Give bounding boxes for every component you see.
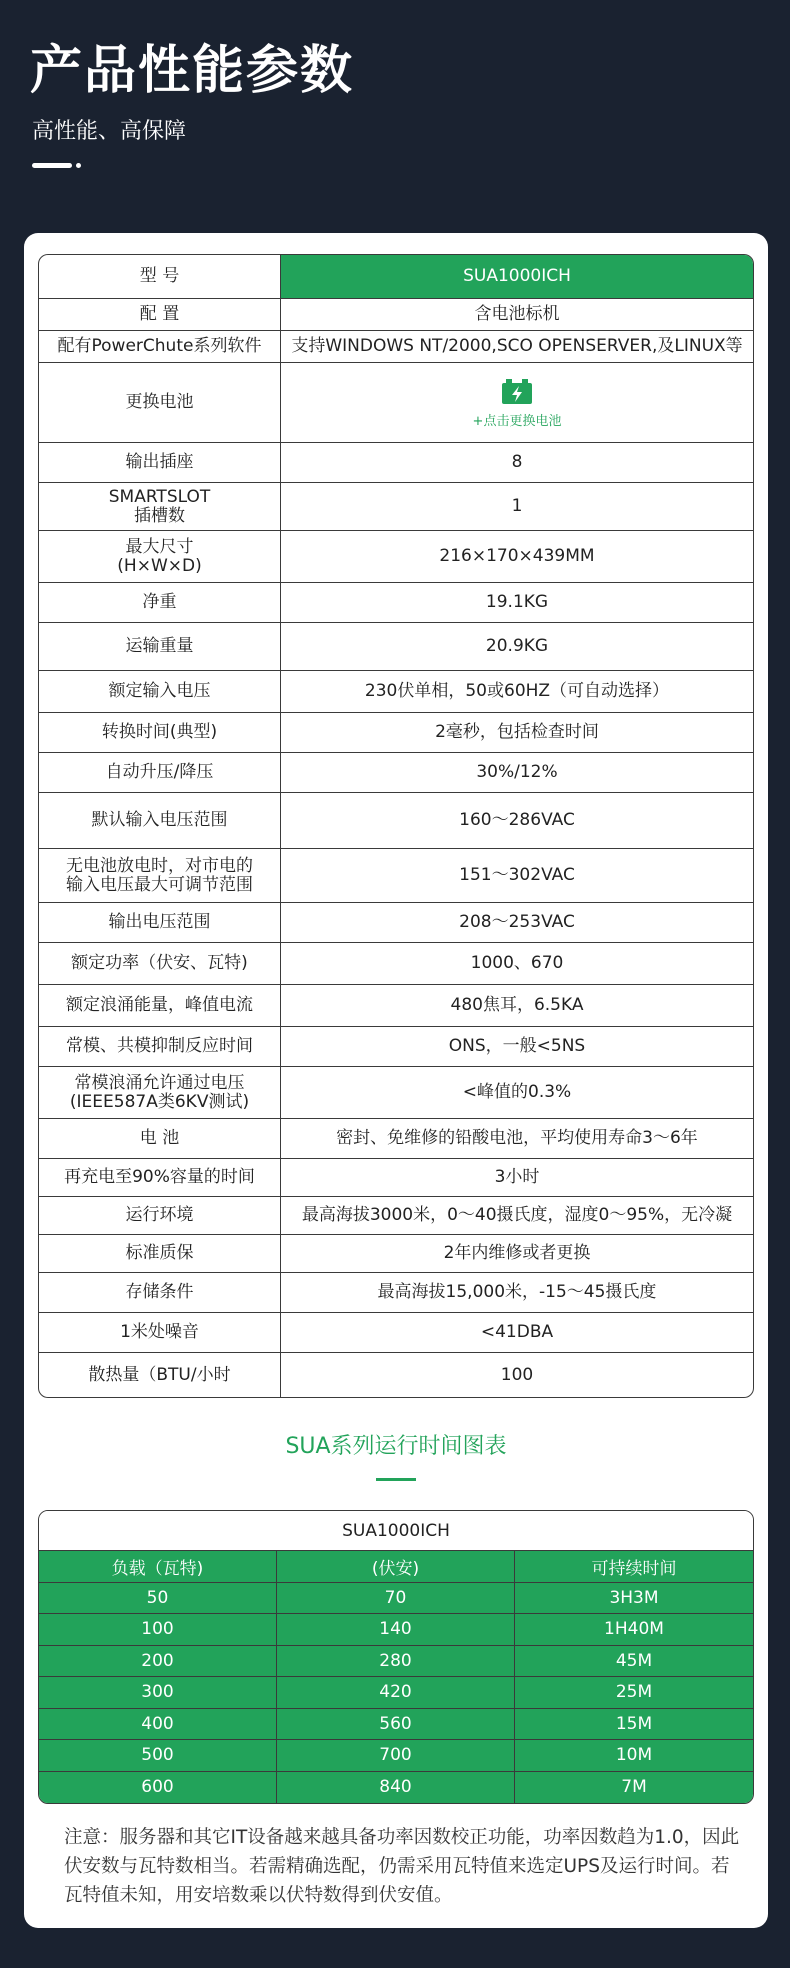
spec-label: 标准质保 xyxy=(39,1235,281,1273)
hero-header xyxy=(0,0,790,235)
spec-label: 默认输入电压范围 xyxy=(39,793,281,849)
spec-value: 30%/12% xyxy=(281,753,753,793)
spec-label: 输出电压范围 xyxy=(39,903,281,943)
runtime-row xyxy=(39,1677,753,1709)
runtime-model: SUA1000ICH xyxy=(39,1511,753,1551)
spec-value: 151～302VAC xyxy=(281,849,753,903)
spec-value: 230伏单相，50或60HZ（可自动选择） xyxy=(281,671,753,713)
spec-row xyxy=(39,849,753,903)
replace-battery-link[interactable]: +点击更换电池 xyxy=(472,413,562,429)
spec-row xyxy=(39,331,753,363)
spec-value: 160～286VAC xyxy=(281,793,753,849)
runtime-col-header: (伏安) xyxy=(277,1551,515,1583)
spec-label: 额定输入电压 xyxy=(39,671,281,713)
power-factor-note: 注意：服务器和其它IT设备越来越具备功率因数校正功能，功率因数趋为1.0，因此伏安数与瓦特数相当。若需精确选配，仍需采用瓦特值来选定UPS及运行时间。若瓦特值未知，用安培数乘以伏特数得到伏安值。 xyxy=(64,1827,740,1906)
spec-row xyxy=(39,1119,753,1159)
runtime-cell: 70 xyxy=(277,1583,515,1615)
spec-label: 净重 xyxy=(39,583,281,623)
runtime-row xyxy=(39,1614,753,1646)
spec-row xyxy=(39,623,753,671)
runtime-title-underline xyxy=(376,1478,416,1481)
spec-value: ONS，一般<5NS xyxy=(281,1027,753,1067)
spec-value: 支持WINDOWS NT/2000,SCO OPENSERVER,及LINUX等 xyxy=(281,331,753,363)
spec-row xyxy=(39,363,753,443)
spec-label: 额定功率（伏安、瓦特) xyxy=(39,943,281,985)
spec-label: 无电池放电时，对市电的 输入电压最大可调节范围 xyxy=(39,849,281,903)
runtime-cell: 10M xyxy=(515,1740,753,1772)
spec-label: 自动升压/降压 xyxy=(39,753,281,793)
runtime-table xyxy=(38,1510,754,1804)
spec-row xyxy=(39,713,753,753)
runtime-cell: 420 xyxy=(277,1677,515,1709)
spec-row xyxy=(39,299,753,331)
spec-value: 密封、免维修的铅酸电池，平均使用寿命3～6年 xyxy=(281,1119,753,1159)
runtime-col-header: 负载（瓦特) xyxy=(39,1551,277,1583)
spec-row xyxy=(39,1235,753,1273)
spec-value: 最高海拔3000米，0～40摄氏度，湿度0～95%，无冷凝 xyxy=(281,1197,753,1235)
runtime-cell: 300 xyxy=(39,1677,277,1709)
spec-label: 常模、共模抑制反应时间 xyxy=(39,1027,281,1067)
spec-label: 配有PowerChute系列软件 xyxy=(39,331,281,363)
spec-label: 额定浪涌能量，峰值电流 xyxy=(39,985,281,1027)
runtime-row xyxy=(39,1646,753,1678)
spec-label: 更换电池 xyxy=(39,363,281,443)
runtime-cell: 3H3M xyxy=(515,1583,753,1615)
spec-value: 最高海拔15,000米，-15～45摄氏度 xyxy=(281,1273,753,1313)
spec-row xyxy=(39,753,753,793)
spec-row xyxy=(39,1353,753,1397)
spec-row xyxy=(39,1067,753,1119)
decorative-dash xyxy=(32,163,72,168)
spec-value: 含电池标机 xyxy=(281,299,753,331)
runtime-cell: 500 xyxy=(39,1740,277,1772)
spec-row xyxy=(39,903,753,943)
spec-table xyxy=(38,254,754,1398)
runtime-header-row xyxy=(39,1551,753,1583)
spec-row xyxy=(39,583,753,623)
spec-row xyxy=(39,943,753,985)
runtime-row xyxy=(39,1709,753,1741)
runtime-cell: 200 xyxy=(39,1646,277,1678)
decorative-dot xyxy=(76,163,81,168)
spec-label: 运行环境 xyxy=(39,1197,281,1235)
runtime-cell: 25M xyxy=(515,1677,753,1709)
spec-row xyxy=(39,1197,753,1235)
spec-label: 电 池 xyxy=(39,1119,281,1159)
spec-value: 100 xyxy=(500,1364,534,1385)
spec-value: 3小时 xyxy=(281,1159,753,1197)
runtime-cell: 7M xyxy=(515,1772,753,1804)
page-title: 产品性能参数 xyxy=(30,41,355,101)
spec-row xyxy=(39,531,753,583)
runtime-cell: 700 xyxy=(277,1740,515,1772)
spec-value: 1 xyxy=(281,483,753,531)
runtime-col-header: 可持续时间 xyxy=(515,1551,753,1583)
runtime-row xyxy=(39,1772,753,1804)
spec-value: 208～253VAC xyxy=(281,903,753,943)
spec-value: <峰值的0.3% xyxy=(281,1067,753,1119)
runtime-cell: 100 xyxy=(39,1614,277,1646)
spec-row xyxy=(39,1027,753,1067)
spec-label: 配 置 xyxy=(39,299,281,331)
spec-value: 2年内维修或者更换 xyxy=(281,1235,753,1273)
runtime-cell: 280 xyxy=(277,1646,515,1678)
spec-label: 散热量（BTU/小时 xyxy=(39,1353,281,1397)
spec-label: 1米处噪音 xyxy=(39,1313,281,1353)
content-card xyxy=(24,233,768,1928)
spec-value: 20.9KG xyxy=(281,623,753,671)
runtime-cell: 600 xyxy=(39,1772,277,1804)
spec-label: 常模浪涌允许通过电压 (IEEE587A类6KV测试) xyxy=(39,1067,281,1119)
spec-row xyxy=(39,1273,753,1313)
runtime-cell: 840 xyxy=(277,1772,515,1804)
battery-charging-icon[interactable] xyxy=(500,379,534,405)
spec-row xyxy=(39,671,753,713)
runtime-cell: 45M xyxy=(515,1646,753,1678)
runtime-cell: 400 xyxy=(39,1709,277,1741)
runtime-row xyxy=(39,1740,753,1772)
spec-row xyxy=(39,1159,753,1197)
spec-label: 再充电至90%容量的时间 xyxy=(39,1159,281,1197)
spec-value: 19.1KG xyxy=(281,583,753,623)
spec-row xyxy=(39,793,753,849)
runtime-cell: 1H40M xyxy=(515,1614,753,1646)
spec-row xyxy=(39,1313,753,1353)
runtime-cell: 15M xyxy=(515,1709,753,1741)
runtime-cell: 140 xyxy=(277,1614,515,1646)
spec-row xyxy=(39,443,753,483)
spec-label: 运输重量 xyxy=(39,623,281,671)
spec-value: 8 xyxy=(281,443,753,483)
runtime-cell: 50 xyxy=(39,1583,277,1615)
spec-value: 1000、670 xyxy=(281,943,753,985)
spec-value: 2毫秒，包括检查时间 xyxy=(281,713,753,753)
spec-label: 转换时间(典型) xyxy=(39,713,281,753)
spec-label: 输出插座 xyxy=(39,443,281,483)
runtime-model-row xyxy=(39,1511,753,1551)
spec-value: <41DBA xyxy=(281,1313,753,1353)
spec-value: 480焦耳，6.5KA xyxy=(281,985,753,1027)
runtime-section-title: SUA系列运行时间图表 xyxy=(285,1434,507,1459)
page-subtitle: 高性能、高保障 xyxy=(32,119,187,144)
spec-row xyxy=(39,255,753,299)
spec-row xyxy=(39,483,753,531)
spec-label: SMARTSLOT 插槽数 xyxy=(39,483,281,531)
spec-value xyxy=(281,363,753,443)
spec-row xyxy=(39,985,753,1027)
runtime-cell: 560 xyxy=(277,1709,515,1741)
spec-value: 216×170×439MM xyxy=(281,531,753,583)
runtime-row xyxy=(39,1583,753,1615)
spec-label: 最大尺寸 (H×W×D) xyxy=(39,531,281,583)
spec-value: SUA1000ICH xyxy=(281,255,753,299)
spec-label: 存储条件 xyxy=(39,1273,281,1313)
spec-label: 型 号 xyxy=(39,255,281,299)
